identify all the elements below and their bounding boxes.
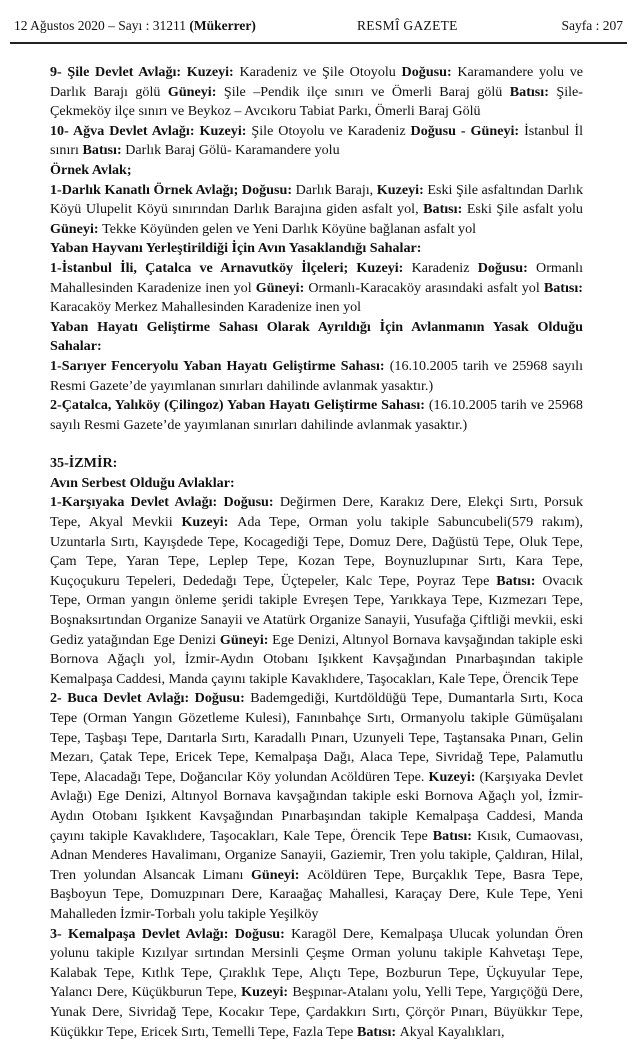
text-run: Şile-Çekmeköy ilçe sınırı ve Beykoz – Avcıkoru Tabiat Parkı, Ömerli Baraj Gölü (50, 83, 583, 120)
bold-run: 1-Darlık Kanatlı Örnek Avlağı; Doğusu: (50, 181, 296, 198)
bold-run: Güneyi: (167, 83, 224, 100)
text-run: (16.10.2005 tarih ve 25968 sayılı Resmi Gazete’de yayımlanan sınırları dahilinde avlanmak yasaktır.) (50, 357, 584, 394)
paragraph (50, 318, 583, 357)
text-run: Beşpınar-Atalanı yolu, Yelli Tepe, Yargıçöğü Dere, Yunak Dere, Sivridağ Tepe, Kocakır Tepe, Çardakkırı Sırtı, Çörçör Pınarı, Büyükkır Tepe, Küçükkır Tepe, Ericek Sırtı, Temelli Tepe, Fazla Tepe (50, 984, 583, 1040)
bold-run: Doğusu: (401, 64, 458, 80)
paragraph (50, 239, 583, 259)
text-run: Karadeniz (411, 259, 478, 276)
bold-run: 2-Çatalca, Yalıköy (Çilingoz) Yaban Hayatı Geliştirme Sahası: (50, 397, 429, 414)
text-run: Ada Tepe, Orman yolu takiple Sabuncubeli(579 rakım), Uzuntarla Sırtı, Kayışdede Tepe, Kocagediği Tepe, Domuz Dere, Dağüstü Tepe, Oluk Tepe, Çam Tepe, Yaran Tepe, Leplep Tepe, Kozan Tepe, Boynuzlupınar Sırtı, Kara Tepe, Kuçoçukuru Tepeleri, Dededağı Tepe, Üçtepeler, Kalc Tepe, Poyraz Tepe (50, 514, 584, 589)
text-run: Ege Denizi, Altınyol Bornava kavşağından takiple eski Bornova Ağaçlı yol, İzmir-Aydın Otobanı Işıkkent Kavşağından Pınarbaşından takiple Kemalpaşa Caddesi, Manda çayını takiple Kavaklıdere, Taşocakları, Kale Tepe, Örencik Tepe (50, 631, 583, 687)
text-run: Acöldüren Tepe, Burçaklık Tepe, Basra Tepe, Başboyun Tepe, Domuzpınarı Dere, Karaağaç Mahallesi, Karaçay Dere, Kule Tepe, Yeni Mahalleden İzmir-Torbalı yolu takiple Yeşilköy (50, 866, 584, 922)
page-header (14, 10, 623, 42)
text-run: Şile –Pendik ilçe sınırı ve Ömerli Baraj gölü (223, 83, 510, 100)
text-run: Karagöl Dere, Kemalpaşa Ulucak yolundan Ören yolunu takiple Kızılyar sırtından Mersinli Çeşme Orman yolunu takiple Kahvetaşı Tepe, Kalabak Tepe, Kıtlık Tepe, Çıraklık Tepe, Alıçtı Tepe, Bozburun Tepe, Üçkuyular Tepe, Yalancı Dere, Küçükburun Tepe, (50, 925, 583, 1001)
paragraph (50, 161, 583, 181)
paragraph (50, 454, 583, 474)
text-run: İstanbul İl sınırı (50, 122, 584, 159)
text-run: Karacaköy Merkez Mahallesinden Karadenize inen yol (50, 299, 362, 316)
bold-run: 9- Şile Devlet Avlağı: Kuzeyi: (50, 64, 240, 80)
bold-run: Güneyi: (255, 279, 309, 296)
document-body (50, 63, 583, 1042)
text-run: Eski Şile asfalt yolu (466, 201, 583, 218)
bold-run: 35-İZMİR: (50, 455, 118, 472)
bold-run: Doğusu: (477, 259, 537, 276)
bold-run: 1-İstanbul İli, Çatalca ve Arnavutköy İlçeleri; Kuzeyi: (50, 259, 412, 276)
paragraph (50, 122, 583, 161)
text-run: (16.10.2005 tarih ve 25968 sayılı Resmi Gazete’de yayımlanan sınırları dahilinde avlanmak yasaktır.) (50, 397, 583, 433)
text-run: Akyal Kayalıkları, (399, 1023, 505, 1040)
bold-run: Batısı: (356, 1023, 400, 1040)
bold-run: Doğusu - Güneyi: (410, 122, 525, 139)
issue-flag: (Mükerrer) (189, 18, 256, 33)
paragraph (50, 259, 583, 318)
bold-run: Kuzeyi: (376, 181, 428, 198)
bold-run: 1-Sarıyer Fenceryolu Yaban Hayatı Geliştirme Sahası: (50, 357, 390, 374)
bold-run: Avın Serbest Olduğu Avlaklar: (50, 474, 235, 491)
paragraph (50, 474, 583, 494)
bold-run: 2- Buca Devlet Avlağı: Doğusu: (50, 690, 251, 707)
header-rule (10, 42, 627, 44)
section-spacer (50, 435, 583, 454)
paragraph (50, 925, 583, 1042)
bold-run: Batısı: (82, 142, 126, 159)
issue-date-number (14, 10, 256, 42)
bold-run: Batısı: (432, 827, 477, 844)
bold-run: Yaban Hayvanı Yerleştirildiği İçin Avın Yasaklandığı Sahalar: (50, 240, 422, 257)
text-run: Tekke Köyünden gelen ve Yeni Darlık Köyüne bağlanan asfalt yol (102, 220, 477, 237)
paragraph (50, 689, 583, 924)
text-run: (Karşıyaka Devlet Avlağı) Ege Denizi, Altınyol Bornava kavşağından takiple eski Bornova Ağaçlı yol, İzmir-Aydın Otobanı Işıkkent Kavşağından Pınarbaşından takiple Kemalpaşa Caddesi, Manda çayını takiple Kavaklıdere, Taşocakları, Kale Tepe, Örencik Tepe (50, 768, 583, 844)
text-run: Kısık, Cumaovası, Adnan Menderes Havalimanı, Organize Sanayii, Gaziemir, Tren yolu takiple, Çaldıran, Hilal, Tren yolundan Alsancak Limanı (50, 827, 583, 883)
bold-run: Batısı: (543, 279, 583, 296)
bold-run: Yaban Hayatı Geliştirme Sahası Olarak Ayrıldığı İçin Avlanmanın Yasak Olduğu Sahalar: (50, 318, 583, 355)
bold-run: Güneyi: (50, 220, 103, 237)
text-run: Karadeniz ve Şile Otoyolu (239, 64, 402, 80)
bold-run: Batısı: (423, 201, 467, 218)
bold-run: Kuzeyi: (181, 514, 238, 531)
text-run: Ormanlı-Karacaköy arasındaki asfalt yol (308, 279, 544, 296)
paragraph (50, 396, 583, 435)
paragraph (50, 63, 583, 122)
bold-run: Güneyi: (219, 631, 273, 648)
paragraph (50, 493, 583, 689)
publication-title: RESMÎ GAZETE (357, 18, 458, 33)
bold-run: Batısı: (509, 83, 557, 100)
bold-run: Güneyi: (250, 866, 307, 883)
text-run: Karamandere yolu ve Darlık Barajı gölü (50, 64, 584, 100)
bold-run: 1-Karşıyaka Devlet Avlağı: Doğusu: (50, 494, 280, 511)
bold-run: Kuzeyi: (428, 768, 480, 785)
bold-run: 10- Ağva Devlet Avlağı: Kuzeyi: (50, 122, 252, 139)
page-number: Sayfa : 207 (561, 18, 623, 33)
text-run: Darlık Baraj Gölü- Karamandere yolu (125, 142, 340, 159)
text-run: Değirmen Dere, Karakız Dere, Elekçi Sırtı, Porsuk Tepe, Akyal Mevkii (50, 494, 584, 531)
text-run: Ovacık Tepe, Orman yangın önleme şeridi takiple Evreşen Tepe, Yarıkkaya Tepe, Kızmezarı Tepe, Boşnaksırtından Organize Sanayii ve Atatürk Organize Sanayii, Yusufağa Çiftliği mevkii, eski Gediz yatağından Ege Denizi (50, 572, 583, 648)
text-run: Ormanlı Mahallesinden Karadenize inen yol (50, 259, 583, 296)
issue-info: 12 Ağustos 2020 – Sayı : 31211 (14, 18, 187, 33)
bold-run: Batısı: (496, 572, 543, 589)
bold-run: Kuzeyi: (241, 984, 293, 1001)
bold-run: 3- Kemalpaşa Devlet Avlağı: Doğusu: (50, 925, 292, 942)
text-run: Darlık Barajı, (295, 181, 377, 198)
text-run: Eski Şile asfaltından Darlık Köyü Ulupelit Köyü sınırından Darlık Barajına giden asfalt yol, (50, 181, 583, 218)
paragraph (50, 357, 583, 396)
text-run: Bademgediği, Kurtdöldüğü Tepe, Dumantarla Sırtı, Koca Tepe (Orman Yangın Gözetleme Kulesi), Fanınbahçe Sırtı, Ormanyolu takiple Gümüşalanı Tepe, Taşbaşı Tepe, Darıtarla Sırtı, Karadallı Pınarı, Uzunyeli Tepe, Taştansaka Pınarı, Gelin Mezarı, Çatak Tepe, Ericek Tepe, Kemalpaşa Dağı, Alaca Tepe, Sivridağ Tepe, Palamutlu Tepe, Alacadağı Tepe, Doğancılar Köy yolundan Acöldüren Tepe. (50, 690, 583, 785)
bold-run: Örnek Avlak; (50, 161, 132, 178)
paragraph (50, 181, 583, 240)
text-run: Şile Otoyolu ve Karadeniz (251, 122, 411, 139)
